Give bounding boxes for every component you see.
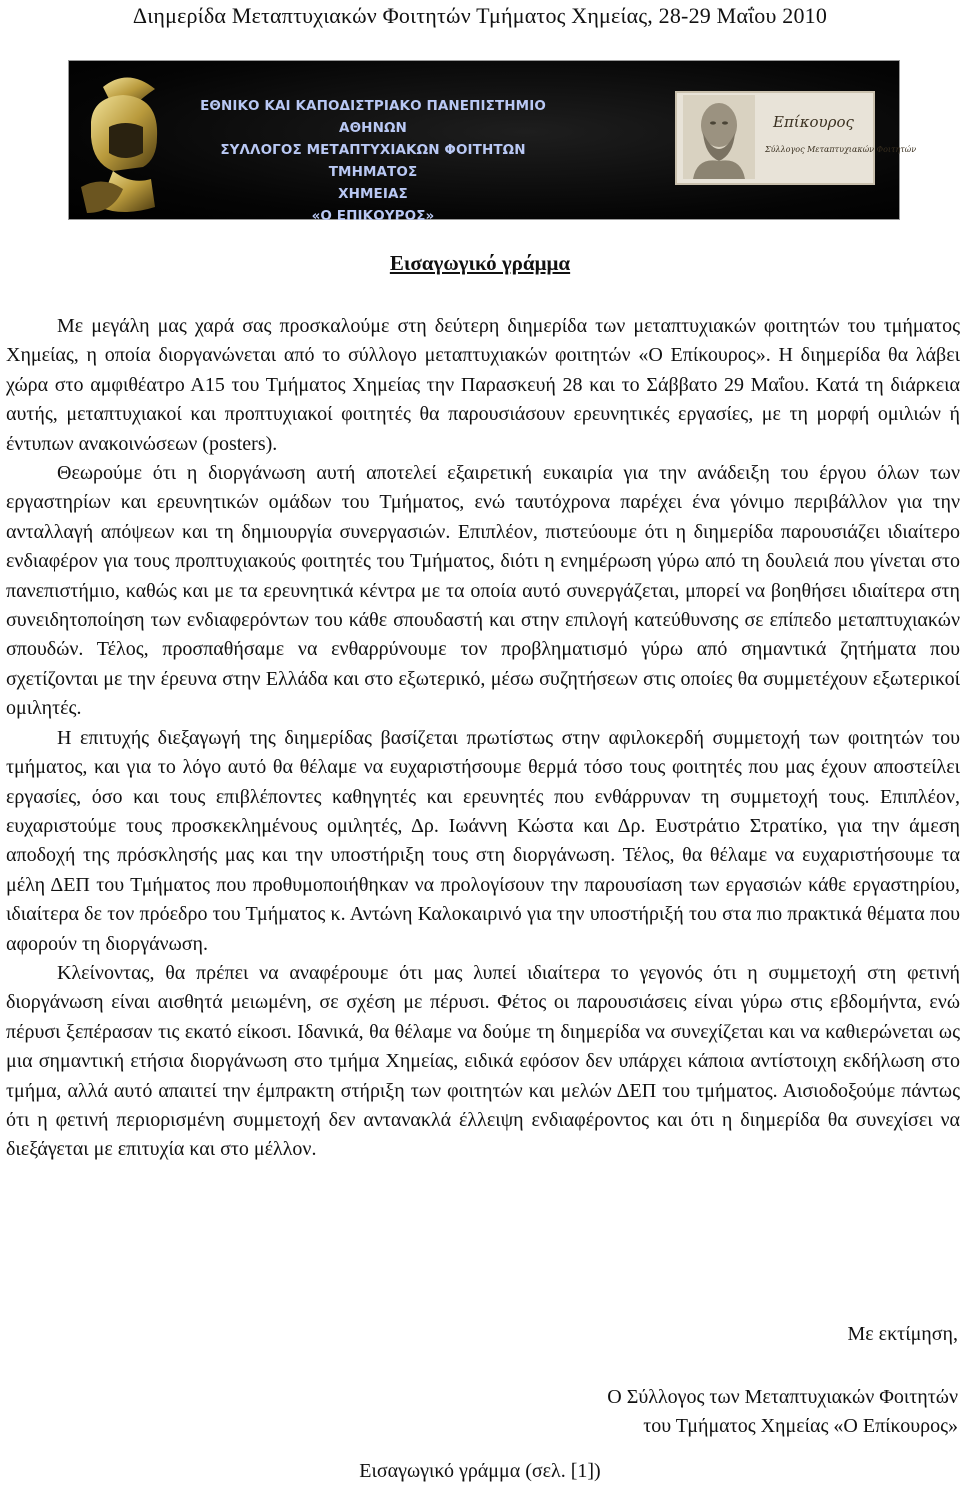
banner-line: ΣΥΛΛΟΓΟΣ ΜΕΤΑΠΤΥΧΙΑΚΩΝ ΦΟΙΤΗΤΩΝ ΤΜΗΜΑΤΟΣ — [220, 142, 526, 180]
paragraph: Η επιτυχής διεξαγωγή της διημερίδας βασίζεται πρωτίστως στην αφιλοκερδή συμμετοχή των φοιτητών του τμήματος, και για το λόγο αυτό θα θέλαμε να ευχαριστήσουμε θερμά τόσο τους φοιτητές που μας έχουν αποστείλει εργασίες, όσο και τους επιβλέποντες καθηγητές και ερευνητές που ενθάρρυναν τη συμμετοχή τους. Επιπλέον, ευχαριστούμε τους προσκεκλημένους ομιλητές, Δρ. Ιωάννη Κώστα και Δρ. Ευστράτιο Στρατίκο, για την άμεση αποδοχή της πρόσκλησής μας και την υποστήριξη τους στη διοργάνωση. Τέλος, θα θέλαμε να ευχαριστήσουμε τα μέλη ΔΕΠ του Τμήματος που προθυμοποιήθηκαν να προλογίσουν την παρουσίαση των εργασιών κάθε εργαστηρίου, ιδιαίτερα δε τον πρόεδρο του Τμήματος κ. Αντώνη Καλοκαιρινό για την υποστήριξή του στα πιο πρακτικά θέματα που αφορούν τη διοργάνωση. — [6, 726, 960, 955]
signature-line: Ο Σύλλογος των Μεταπτυχιακών Φοιτητών — [607, 1386, 958, 1408]
epicurus-bust-icon — [683, 95, 755, 179]
logo-title: Επίκουρος — [773, 113, 854, 131]
signature-block — [607, 1383, 958, 1442]
epikouros-logo — [675, 91, 917, 185]
letter-title: Εισαγωγικό γράμμα — [389, 251, 571, 275]
logo-subtitle: Σύλλογος Μεταπτυχιακών Φοιτητών — [765, 145, 917, 154]
paragraph: Θεωρούμε ότι η διοργάνωση αυτή αποτελεί εξαιρετική ευκαιρία για την ανάδειξη του έργου όλων των εργαστηρίων και ερευνητικών ομάδων του Τμήματος, ενώ ταυτόχρονα παρέχει ένα γόνιμο περιβάλλον για την ανταλλαγή απόψεων και τη δημιουργία συνεργασιών. Επιπλέον, πιστεύουμε ότι η διημερίδα παρουσιάζει ιδιαίτερο ενδιαφέρον για τους προπτυχιακούς φοιτητές του Τμήματος, διότι η ενημέρωση γύρω από τη δουλειά που γίνεται στο πανεπιστήμιο, καθώς και με τα ερευνητικά κέντρα με τα οποία αυτό συνεργάζεται, μπορεί να βοηθήσει ιδιαίτερα στη συνειδητοποίηση των ενδιαφερόντων του κάθε σπουδαστή και στην επιλογή κατεύθυνσης σε επίπεδο μεταπτυχιακών σπουδών. Τέλος, προσπαθήσαμε να ενθαρρύνουμε τον προβληματισμό γύρω από σημαντικά ζητήματα που σχετίζονται με την έρευνα στην Ελλάδα και στο εξωτερικό, μέσω συζητήσεων στις οποίες θα συμμετέχουν εξωτερικοί ομιλητές. — [6, 462, 960, 720]
letter-body — [6, 312, 960, 1165]
banner-line: «Ο ΕΠΙΚΟΥΡΟΣ» — [311, 208, 435, 224]
banner-line: ΧΗΜΕΙΑΣ — [338, 186, 408, 202]
signature-line: του Τμήματος Χημείας «Ο Επίκουρος» — [643, 1415, 958, 1438]
athena-helmet-icon — [73, 67, 173, 217]
paragraph: Κλείνοντας, θα πρέπει να αναφέρουμε ότι μας λυπεί ιδιαίτερα το γεγονός ότι η συμμετοχή στη φετινή διοργάνωση είναι αισθητά μειωμένη, σε σχέση με πέρυσι. Φέτος οι παρουσιάσεις είναι γύρω στις εβδομήντα, ενώ πέρυσι ξεπέρασαν τις εκατό είκοσι. Ιδανικά, θα θέλαμε να δούμε τη διημερίδα να συνεχίζεται και να καθιερώνεται ως μια σημαντική ετήσια διοργάνωση στο τμήμα Χημείας, ειδικά εφόσον δεν υπάρχει κάποια αντίστοιχη εκδήλωση στο τμήμα, αλλά αυτό απαιτεί την έμπρακτη στήριξη των φοιτητών και μελών ΔΕΠ του τμήματος. Αισιοδοξούμε πάντως ότι η φετινή περιορισμένη συμμετοχή δεν αντανακλά έλλειψη ενδιαφέροντος και ότι η διημερίδα θα συνεχίσει να διεξάγεται με επιτυχία και στο μέλλον. — [6, 961, 960, 1161]
closing-line: Με εκτίμηση, — [847, 1323, 958, 1345]
banner-text — [183, 95, 563, 227]
paragraph: Με μεγάλη μας χαρά σας προσκαλούμε στη δεύτερη διημερίδα των μεταπτυχιακών φοιτητών του τμήματος Χημείας, η οποία διοργανώνεται από το σύλλογο μεταπτυχιακών φοιτητών «Ο Επίκουρος». Η διημερίδα θα λάβει χώρα στο αμφιθέατρο Α15 του Τμήματος Χημείας την Παρασκευή 28 και το Σάββατο 29 Μαΐου. Κατά τη διάρκεια αυτής, μεταπτυχιακοί και προπτυχιακοί φοιτητές θα παρουσιάσουν ερευνητικές εργασίες, με τη μορφή ομιλιών ή έντυπων ανακοινώσεων (posters). — [6, 315, 960, 455]
page-header: Διημερίδα Μεταπτυχιακών Φοιτητών Τμήματος Χημείας, 28-29 Μαΐου 2010 — [132, 3, 828, 28]
banner-image — [68, 60, 917, 224]
page-footer: Εισαγωγικό γράμμα (σελ. [1]) — [359, 1460, 601, 1482]
banner-line: ΕΘΝΙΚΟ ΚΑΙ ΚΑΠΟΔΙΣΤΡΙΑΚΟ ΠΑΝΕΠΙΣΤΗΜΙΟ ΑΘΗΝΩΝ — [200, 98, 546, 136]
